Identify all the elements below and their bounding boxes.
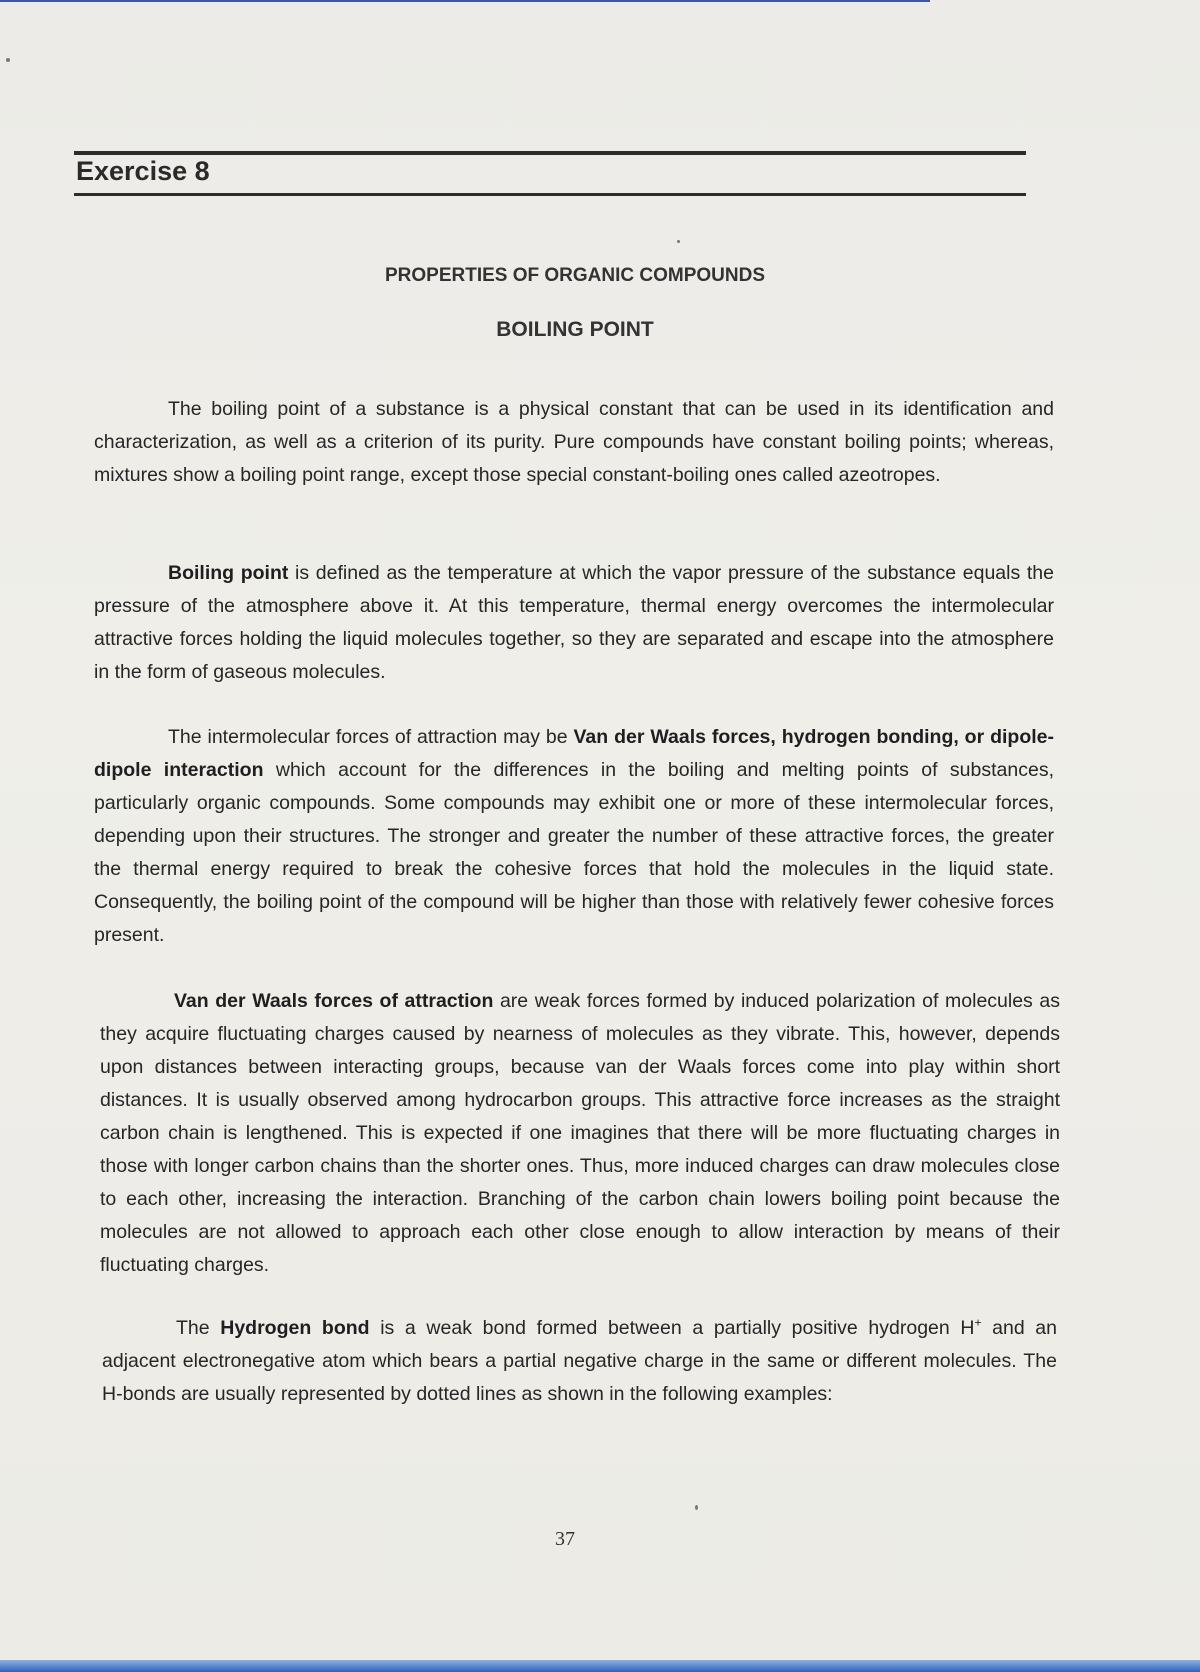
subsection-heading: BOILING POINT <box>496 318 654 341</box>
paragraph-hydrogen-text-a: The <box>176 1317 221 1339</box>
paragraph-van-der-waals-text: are weak forces formed by induced polarization of molecules as they acquire fluctuating charges caused by nearness of molecules as they vibrate. This, however, depends upon distances between interacting groups, because van der Waals forces come into play within short distances. It is usually observed among hydrocarbon groups. This attractive force increases as the straight carbon chain is lengthened. This is expected if one imagines that there will be more fluctuating charges in those with longer carbon chains than the shorter ones. Thus, more induced charges can draw molecules close to each other, increasing the interaction. Branching of the carbon chain lowers boiling point because the molecules are not allowed to approach each other close enough to allow interaction by means of their fluctuating charges. <box>100 990 1060 1276</box>
paragraph-intro <box>94 393 1054 492</box>
paragraph-intro-text: The boiling point of a substance is a physical constant that can be used in its identification and characterization, as well as a criterion of its purity. Pure compounds have constant boiling points; whereas, mixtures show a boiling point range, except those special constant-boiling ones called azeotropes. <box>94 398 1054 486</box>
paragraph-hydrogen-text-c: and an adjacent electronegative atom which bears a partial negative charge in the same or different molecules. The H-bonds are usually represented by dotted lines as shown in the following examples: <box>102 1317 1058 1405</box>
scan-speck <box>6 58 10 62</box>
paragraph-boiling-point-text: is defined as the temperature at which the vapor pressure of the substance equals the pressure of the atmosphere above it. At this temperature, thermal energy overcomes the intermolecular attractive forces holding the liquid molecules together, so they are separated and escape into the atmosphere in the form of gaseous molecules. <box>94 562 1054 683</box>
scan-speck <box>695 1505 698 1510</box>
page-number: 37 <box>555 1528 575 1550</box>
scan-speck <box>677 240 680 243</box>
term-hydrogen-bond: Hydrogen bond <box>220 1317 370 1339</box>
paragraph-van-der-waals <box>100 985 1060 1282</box>
paragraph-hydrogen-bond <box>102 1312 1057 1411</box>
term-force-types: Van der Waals forces, hydrogen bonding, or dipole-dipole interaction <box>94 726 1054 781</box>
paragraph-hydrogen-text-b: is a weak bond formed between a partially positive hydrogen H <box>369 1317 975 1339</box>
paragraph-intermolecular-text-b: which account for the differences in the boiling and melting points of substances, particularly organic compounds. Some compounds may exhibit one or more of these intermolecular forces, depending upon their structures. The stronger and greater the number of these attractive forces, the greater the thermal energy required to break the cohesive forces that hold the molecules in the liquid state. Consequently, the boiling point of the compound will be higher than those with relatively fewer cohesive forces present. <box>94 759 1054 946</box>
paragraph-boiling-point-definition <box>94 557 1054 689</box>
paragraph-intermolecular-text-a: The intermolecular forces of attraction may be <box>168 726 574 748</box>
title-rule-top <box>74 151 1026 155</box>
title-rule-bottom <box>74 193 1026 196</box>
term-van-der-waals: Van der Waals forces of attraction <box>174 990 494 1012</box>
section-heading: PROPERTIES OF ORGANIC COMPOUNDS <box>384 265 766 286</box>
paragraph-intermolecular-forces <box>94 721 1054 952</box>
exercise-title: Exercise 8 <box>76 156 210 186</box>
term-boiling-point: Boiling point <box>168 562 289 584</box>
superscript-plus: + <box>974 1315 982 1330</box>
top-edge-line <box>0 0 930 2</box>
bottom-edge-band <box>0 1660 1200 1672</box>
